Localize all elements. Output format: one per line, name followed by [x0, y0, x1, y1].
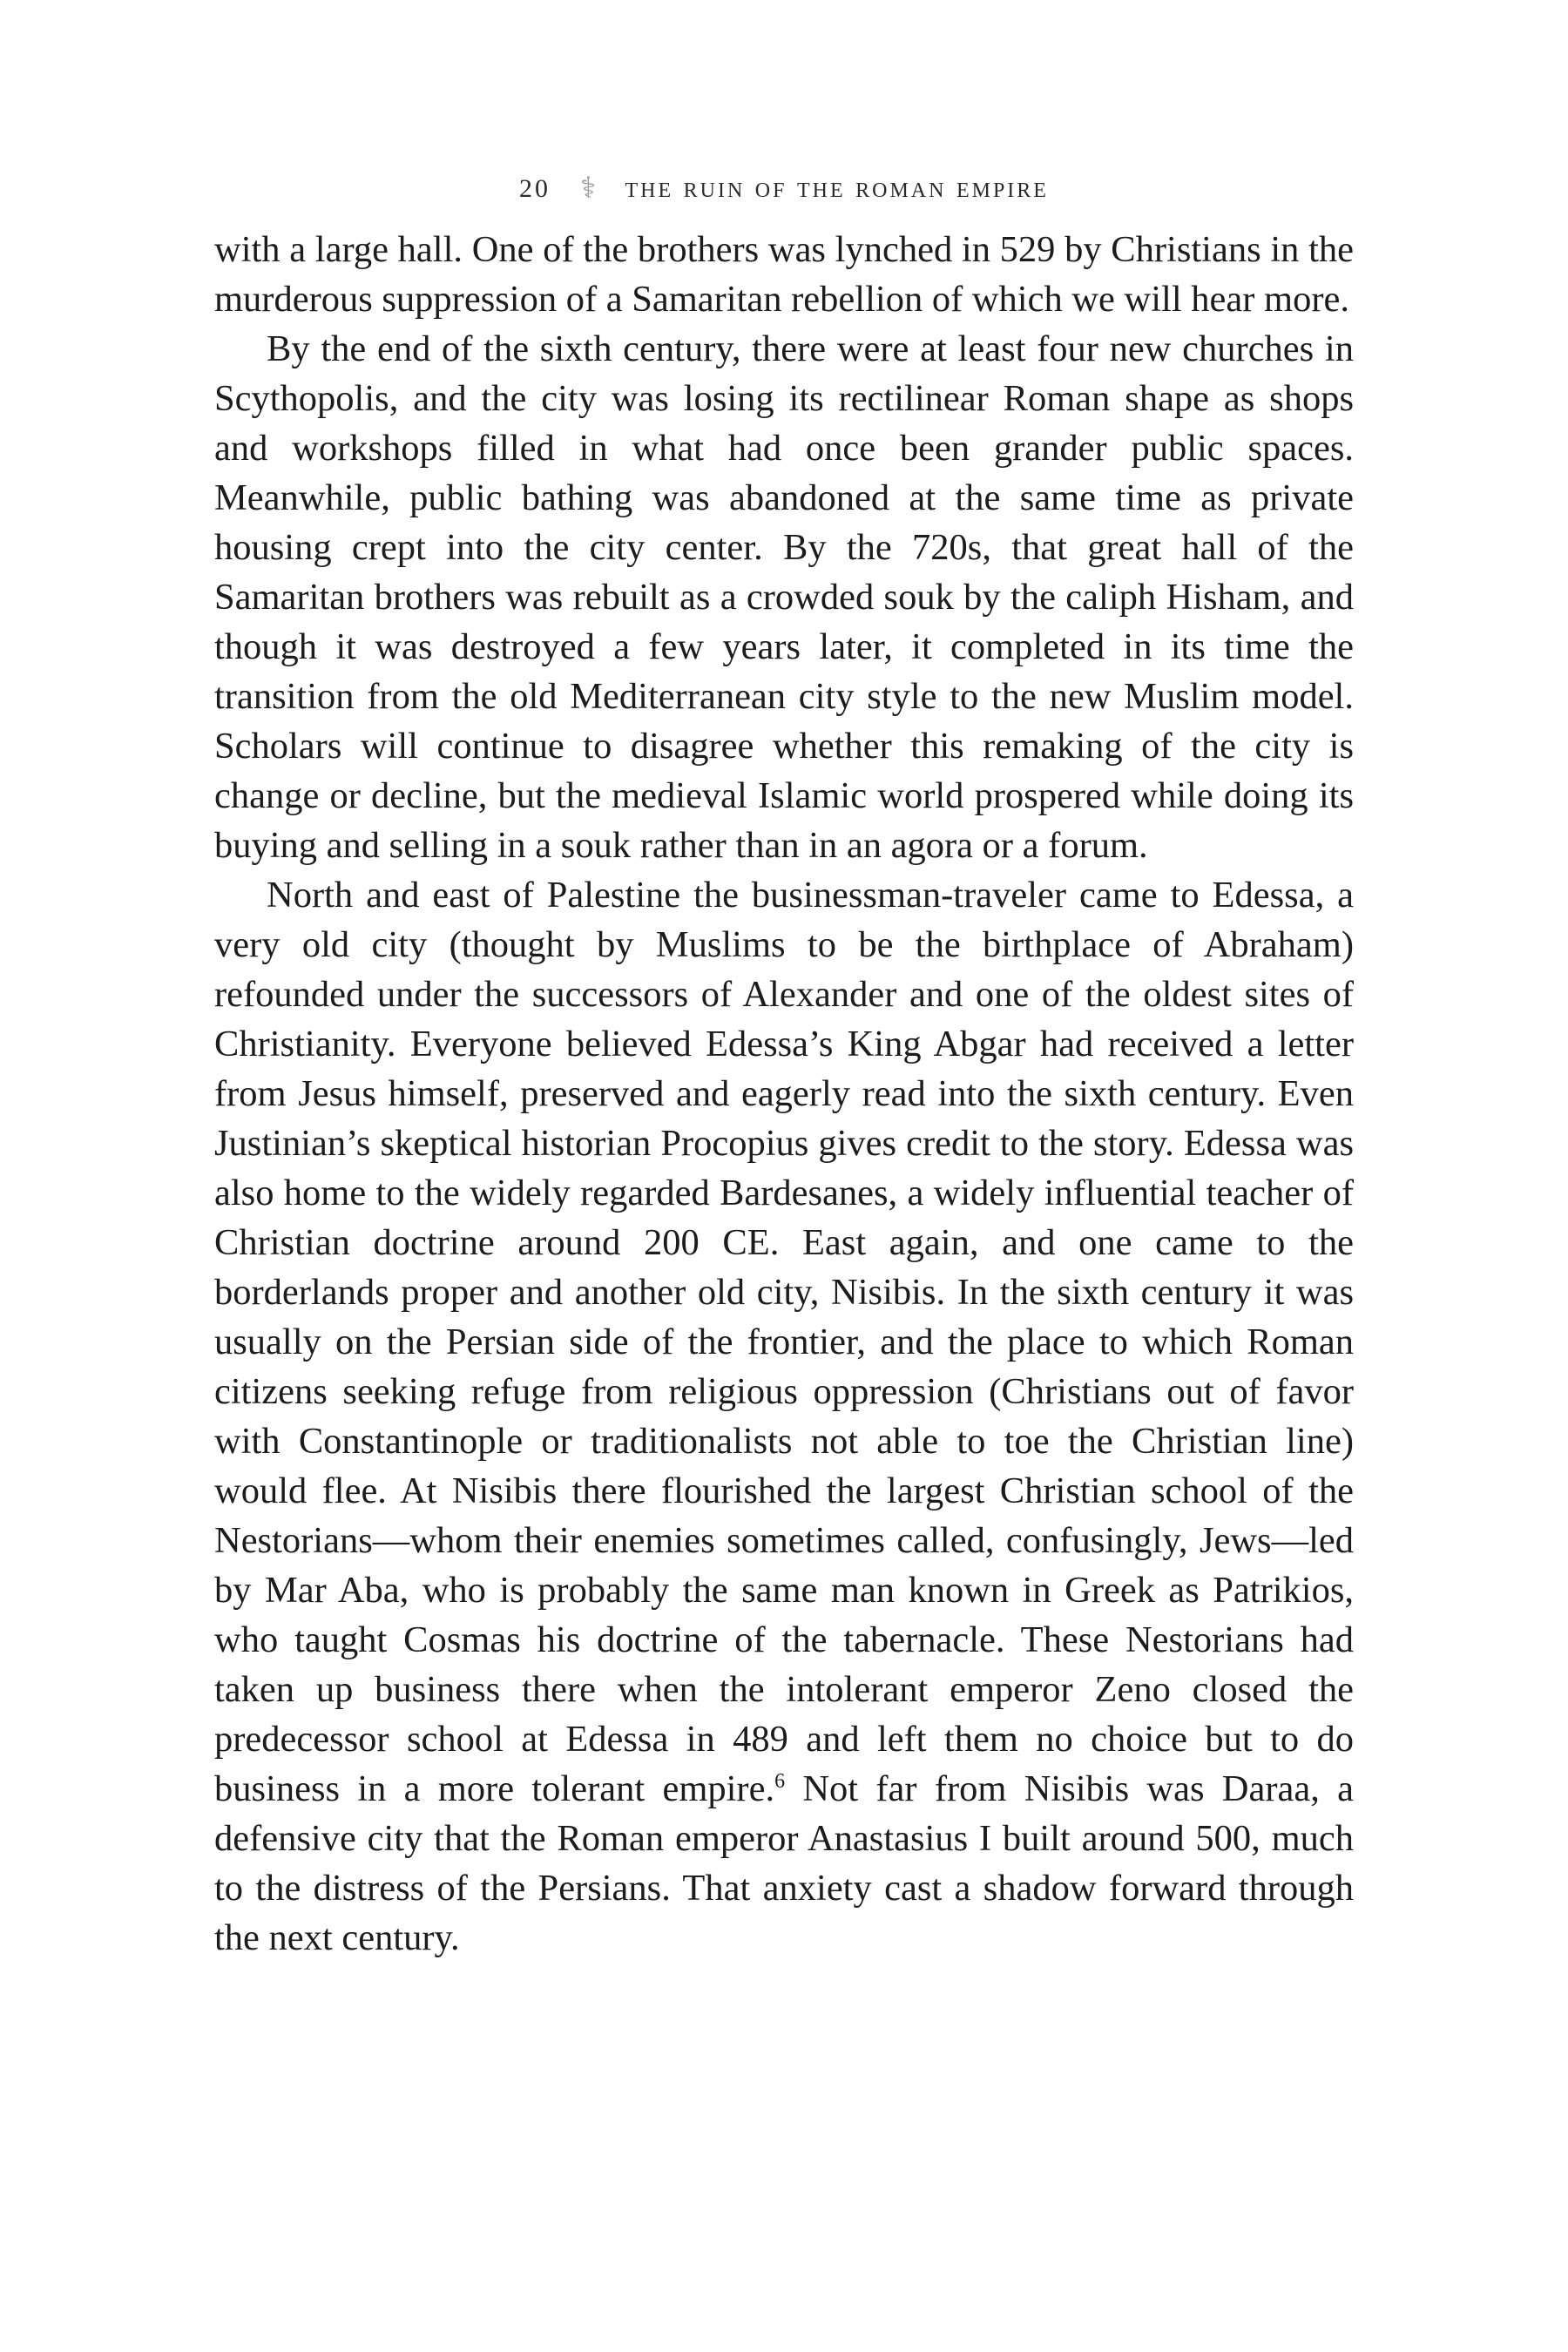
running-head — [0, 171, 1568, 206]
paragraph-daraa-text: Not far from Nisibis was Daraa, a defensive city that the Roman emperor Anastasius I built around 500, much to the distress of the Persians. That anxiety cast a shadow forward through the next century. — [214, 1768, 1354, 1958]
running-title: the ruin of the roman empire — [625, 172, 1049, 204]
paragraph-scythopolis: By the end of the sixth century, there were at least four new churches in Scythopolis, and the city was losing its rectilinear Roman shape as shops and workshops filled in what had once been grander public spaces. Meanwhile, public bathing was abandoned at the same time as private housing crept into the city center. By the 720s, that great hall of the Samaritan brothers was rebuilt as a crowded souk by the caliph Hisham, and though it was destroyed a few years later, it completed in its time the transition from the old Mediterranean city style to the new Muslim model. Scholars will continue to disagree whether this remaking of the city is change or decline, but the medieval Islamic world prospered while doing its buying and selling in a souk rather than in an agora or a forum. — [214, 328, 1354, 866]
page-number: 20 — [519, 174, 551, 203]
paragraph-edessa-nisibis — [214, 870, 1354, 1963]
ornament-icon: ⚕ — [580, 172, 599, 205]
paragraph-edessa-text: North and east of Palestine the businessman-traveler came to Edessa, a very old city (thought by Muslims to be the birthplace of Abraham) refounded under the successors of Alexander and one of the oldest sites of Christianity. Everyone believed Edessa’s King Abgar had received a letter from Jesus himself, preserved and eagerly read into the sixth century. Even Justinian’s skeptical historian Procopius gives credit to the story. Edessa was also home to the widely regarded Bardesanes, a widely influential teacher of Christian doctrine around 200 CE. East again, and one came to the borderlands proper and another old city, Nisibis. In the sixth century it was usually on the Persian side of the frontier, and the place to which Roman citizens seeking refuge from religious oppression (Christians out of favor with Constantinople or traditionalists not able to toe the Christian line) would flee. At Nisibis there flourished the largest Christian school of the Nestorians—whom their enemies sometimes called, confusingly, Jews—led by Mar Aba, who is probably the same man known in Greek as Patrikios, who taught Cosmas his doctrine of the tabernacle. These Nestorians had taken up business there when the intolerant emperor Zeno closed the predecessor school at Edessa in 489 and left them no choice but to do business in a more tolerant empire. — [214, 875, 1354, 1809]
footnote-reference[interactable]: 6 — [774, 1770, 786, 1793]
paragraph-continued: with a large hall. One of the brothers was lynched in 529 by Christians in the murderous suppression of a Samaritan rebellion of which we will hear more. — [214, 229, 1354, 320]
body-text — [214, 225, 1354, 1963]
